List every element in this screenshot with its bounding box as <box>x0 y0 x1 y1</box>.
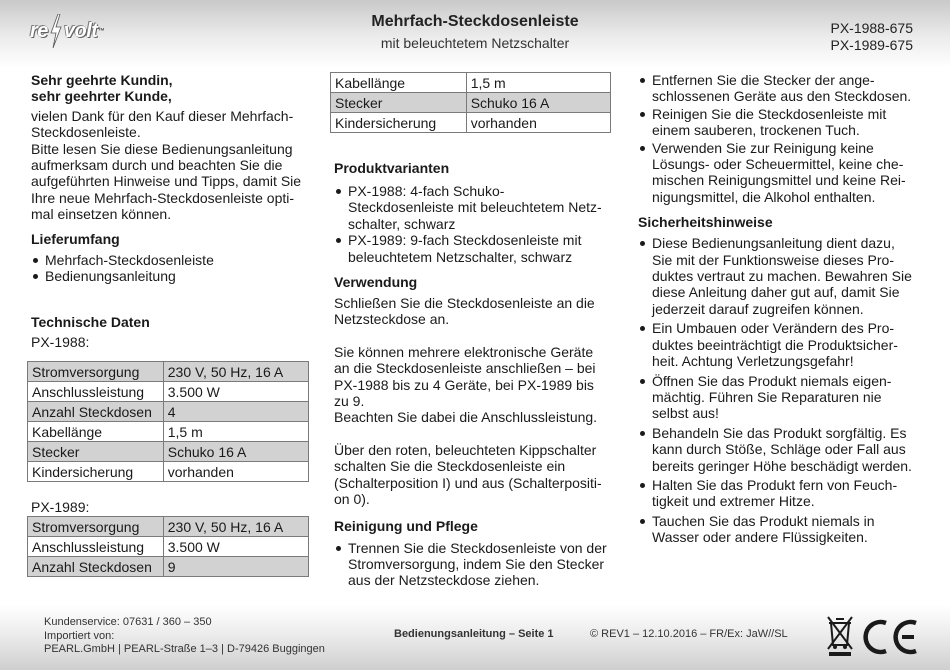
text-line: einem sauberen, trockenen Tuch. <box>652 122 860 139</box>
list-item <box>334 540 614 589</box>
text-line: diese Anleitung daher gut auf, damit Sie <box>652 284 900 301</box>
text-line: schlossenen Geräte aus den Steckdosen. <box>652 88 912 105</box>
text-line: Steckdosenleiste mit beleuchtetem Netz- <box>348 199 602 216</box>
table-row <box>28 462 309 482</box>
text-line: jederzeit darauf zugreifen können. <box>652 300 864 317</box>
text-line: Lösungs- oder Scheuermittel, keine che- <box>652 156 904 173</box>
table-row <box>331 113 611 133</box>
list-item <box>638 373 923 422</box>
list-item <box>638 106 923 139</box>
text-line: beleuchtetem Netzschalter, schwarz <box>348 248 573 265</box>
text-line: Reinigen Sie die Steckdosenleiste mit <box>652 105 887 122</box>
text-line: Sie mit der Funktionsweise dieses Pro- <box>652 251 894 268</box>
text-line: aus der Netzsteckdose ziehen. <box>348 572 540 589</box>
list-item <box>638 425 923 474</box>
column-middle <box>334 160 614 589</box>
section-heading-produktvarianten: Produktvarianten <box>334 160 450 176</box>
table-label-px1988: PX-1988: <box>31 334 90 351</box>
table-cell: Kindersicherung <box>28 462 164 482</box>
table-row <box>331 73 611 93</box>
list-item: Mehrfach-Steckdosenleiste <box>31 252 311 268</box>
table-cell: vorhanden <box>163 462 308 482</box>
table-cell: 3.500 W <box>163 382 308 402</box>
greeting-line: sehr geehrter Kunde, <box>31 88 172 105</box>
table-cell: Kabellänge <box>28 422 164 442</box>
table-cell: Schuko 16 A <box>466 93 610 113</box>
text-line: PX-1989: 9-fach Steckdosenleiste mit <box>348 232 582 249</box>
table-cell: Stromversorgung <box>28 517 164 537</box>
section-heading-lieferumfang: Lieferumfang <box>31 230 120 247</box>
page-label: Bedienungsanleitung – Seite 1 <box>394 628 554 640</box>
list-item <box>334 183 614 232</box>
table-row <box>28 557 309 577</box>
table-row <box>28 517 309 537</box>
table-cell: Kabellänge <box>331 73 467 93</box>
column-left <box>31 72 311 351</box>
text-line: vielen Dank für den Kauf dieser Mehrfach- <box>31 107 294 124</box>
spec-table-px1988 <box>27 361 309 482</box>
text-line: Tauchen Sie das Produkt niemals in <box>652 512 875 529</box>
text-line: Öffnen Sie das Produkt niemals eigen- <box>652 372 892 389</box>
text-line: Über den roten, beleuchteten Kippschalter <box>334 441 597 458</box>
table-cell: Anzahl Steckdosen <box>28 402 164 422</box>
section-heading-technische-daten: Technische Daten <box>31 314 150 331</box>
footer-contact <box>44 616 325 657</box>
text-line: Steckdosenleiste. <box>31 124 141 141</box>
text-line: mächtig. Führen Sie Reparaturen nie <box>652 388 882 405</box>
model-number: PX-1989-675 <box>830 37 913 53</box>
text-line: schalten Sie die Steckdosenleiste ein <box>334 458 566 475</box>
text-line: Schließen Sie die Steckdosenleiste an die <box>334 295 595 312</box>
table-cell: 230 V, 50 Hz, 16 A <box>163 362 308 382</box>
text-line: aufgeführten Hinweise und Tipps, damit Sie <box>31 173 302 190</box>
table-row <box>28 442 309 462</box>
table-cell: Stecker <box>28 442 164 462</box>
table-row <box>28 537 309 557</box>
ce-mark-icon <box>860 617 920 657</box>
table-cell: Kindersicherung <box>331 113 467 133</box>
text-line: schalter, schwarz <box>348 215 456 232</box>
document-title: Mehrfach-Steckdosenleiste <box>371 13 579 30</box>
table-cell: Anschlussleistung <box>28 382 164 402</box>
table-cell: 1,5 m <box>163 422 308 442</box>
customer-service-line: Kundenservice: 07631 / 360 – 350 <box>44 616 212 628</box>
list-item <box>638 140 923 206</box>
text-line: aufmerksam durch und beachten Sie die <box>31 157 283 174</box>
list-item <box>638 72 923 105</box>
list-item <box>638 320 923 369</box>
table-label-px1989: PX-1989: <box>31 499 90 515</box>
table-cell: Stromversorgung <box>28 362 164 382</box>
text-line: PX-1988 bis zu 4 Geräte, bei PX-1989 bis <box>334 376 594 393</box>
lieferumfang-list <box>31 252 311 285</box>
text-line: PX-1988: 4-fach Schuko- <box>348 183 505 199</box>
text-line: an die Steckdosenleiste anschließen – bei <box>334 360 596 377</box>
text-line: tigkeit und extremer Hitze. <box>652 493 815 510</box>
table-cell: Schuko 16 A <box>163 442 308 462</box>
table-row <box>331 93 611 113</box>
table-row <box>28 402 309 422</box>
page-header <box>0 0 950 68</box>
list-item <box>638 235 923 317</box>
importer-address: PEARL.GmbH | PEARL-Straße 1–3 | D-79426 Buggingen <box>44 643 325 655</box>
produktvarianten-list <box>334 183 614 265</box>
table-cell: Anschlussleistung <box>28 537 164 557</box>
text-line: heit. Achtung Verletzungsgefahr! <box>652 353 854 370</box>
text-line: kann durch Stöße, Schläge oder Fall aus <box>652 441 906 458</box>
list-item: Bedienungsanleitung <box>31 268 311 284</box>
text-line: mischen Reinigungsmittel und keine Rei- <box>652 172 906 189</box>
table-cell: 4 <box>163 402 308 422</box>
table-cell: vorhanden <box>466 113 610 133</box>
reinigung-list <box>334 540 614 589</box>
text-line: Wasser oder andere Flüssigkeiten. <box>652 529 868 546</box>
text-line: Bitte lesen Sie diese Bedienungsanleitung <box>31 140 293 157</box>
list-item <box>638 477 923 510</box>
spec-table-px1989-continued <box>330 72 611 133</box>
text-line: Verwenden Sie zur Reinigung keine <box>652 139 874 156</box>
section-heading-reinigung: Reinigung und Pflege <box>334 517 478 534</box>
text-line: Sie können mehrere elektronische Geräte <box>334 343 594 360</box>
text-line: selbst aus! <box>652 405 719 422</box>
brand-logo: re volt ™ <box>30 14 104 48</box>
text-line: Netzsteckdose an. <box>334 311 450 328</box>
document-subtitle: mit beleuchtetem Netzschalter <box>380 35 570 51</box>
spec-table-px1989 <box>27 516 309 577</box>
model-numbers <box>830 20 913 54</box>
lightning-bolt-icon <box>49 14 63 48</box>
text-line: Entfernen Sie die Stecker der ange- <box>652 72 875 88</box>
text-line: Behandeln Sie das Produkt sorgfältig. Es <box>652 424 907 441</box>
page-footer <box>0 605 950 670</box>
intro-text <box>31 108 311 223</box>
text-line: bereits geringer Höhe beschädigt werden. <box>652 457 912 474</box>
crossed-bin-icon <box>826 615 854 657</box>
table-cell: 230 V, 50 Hz, 16 A <box>163 517 308 537</box>
text-line: (Schalterposition I) und aus (Schalterpositi- <box>334 474 602 491</box>
importer-label: Importiert von: <box>44 629 115 642</box>
text-line: Ein Umbauen oder Verändern des Pro- <box>652 320 895 337</box>
table-cell: 3.500 W <box>163 537 308 557</box>
list-item <box>334 232 614 265</box>
text-line: zu 9. <box>334 393 365 410</box>
model-number: PX-1988-675 <box>830 20 913 36</box>
text-line: on 0). <box>334 491 370 508</box>
section-heading-verwendung: Verwendung <box>334 274 418 291</box>
list-item <box>638 513 923 546</box>
text-line: Ihre neue Mehrfach-Steckdosenleiste opti- <box>31 189 295 206</box>
text-line: mal einsetzen können. <box>31 206 172 223</box>
text-line: Halten Sie das Produkt fern von Feuch- <box>652 476 898 493</box>
table-cell: 9 <box>163 557 308 577</box>
text-line: Diese Bedienungsanleitung dient dazu, <box>652 235 895 252</box>
revision-note: © REV1 – 12.10.2016 – FR/Ex: JaW//SL <box>590 628 788 640</box>
text-line: Stromversorgung, indem Sie den Stecker <box>348 555 605 572</box>
table-cell: Stecker <box>331 93 467 113</box>
table-row <box>28 362 309 382</box>
table-cell: Anzahl Steckdosen <box>28 557 164 577</box>
section-heading-sicherheitshinweise: Sicherheitshinweise <box>638 214 773 231</box>
text-line: Trennen Sie die Steckdosenleiste von der <box>348 539 607 556</box>
column-right <box>638 72 923 546</box>
table-row <box>28 422 309 442</box>
text-line: duktes beeinträchtigt die Produktsicher- <box>652 336 898 353</box>
table-cell: 1,5 m <box>466 73 610 93</box>
sicherheit-list <box>638 235 923 545</box>
text-line: nigungsmittel, die Alkohol enthalten. <box>652 188 876 205</box>
reinigung-list-continued <box>638 72 923 205</box>
text-line: duktes vertraut zu machen. Bewahren Sie <box>652 268 912 285</box>
text-line: Beachten Sie dabei die Anschlussleistung. <box>334 409 598 426</box>
greeting-line: Sehr geehrte Kundin, <box>31 72 173 88</box>
table-row <box>28 382 309 402</box>
